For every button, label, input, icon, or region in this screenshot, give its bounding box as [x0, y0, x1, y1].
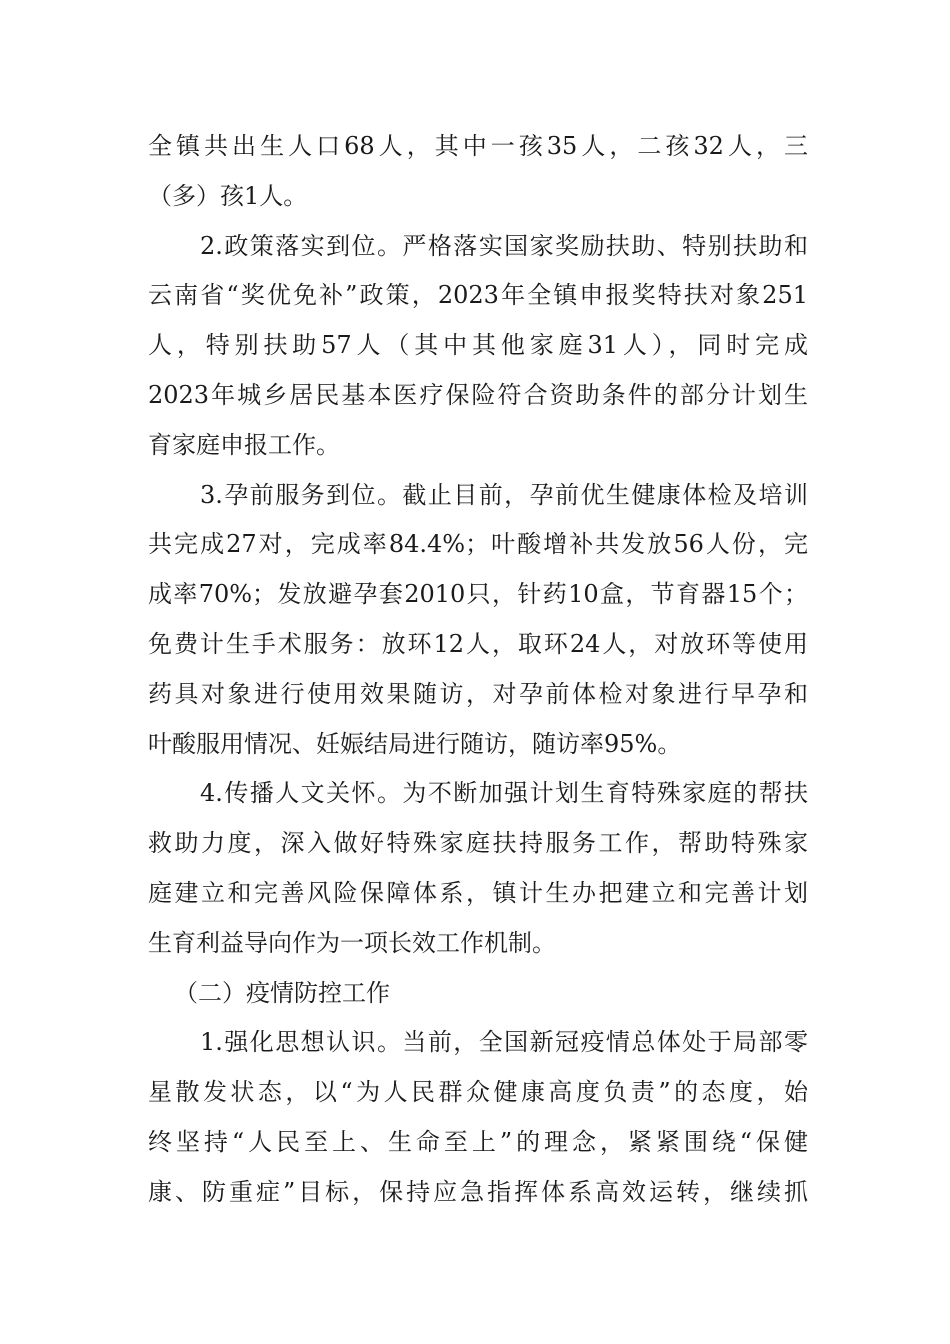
text-line: 2023年城乡居民基本医疗保险符合资助条件的部分计划生: [148, 380, 808, 409]
text-line: 免费计生手术服务：放环12人，取环24人，对放环等使用: [148, 629, 808, 658]
document-body: [148, 122, 808, 1218]
text-line: 云南省“奖优免补”政策，2023年全镇申报奖特扶对象251: [148, 281, 808, 310]
text-line: 生育利益导向作为一项长效工作机制。: [148, 928, 556, 957]
text-line: 育家庭申报工作。: [148, 430, 340, 459]
text-line: 叶酸服用情况、妊娠结局进行随访，随访率95%。: [148, 729, 682, 758]
text-line: （多）孩1人。: [148, 181, 308, 210]
text-line: 星散发状态，以“为人民群众健康高度负责”的态度，始: [148, 1078, 808, 1107]
text-line: 救助力度，深入做好特殊家庭扶持服务工作，帮助特殊家: [148, 829, 808, 858]
text-line: 人，特别扶助57人（其中其他家庭31人），同时完成: [148, 331, 808, 360]
text-line: 4.传播人文关怀。为不断加强计划生育特殊家庭的帮扶: [200, 779, 808, 808]
text-line: 全镇共出生人口68人，其中一孩35人，二孩32人，三: [148, 132, 808, 160]
text-line: 共完成27对，完成率84.4%；叶酸增补共发放56人份，完: [148, 530, 808, 559]
text-line: 康、防重症”目标，保持应急指挥体系高效运转，继续抓: [148, 1177, 808, 1206]
text-line: 成率70%；发放避孕套2010只，针药10盒，节育器15个；: [148, 580, 808, 609]
text-line: 1.强化思想认识。当前，全国新冠疫情总体处于局部零: [200, 1028, 808, 1057]
text-line: 庭建立和完善风险保障体系，镇计生办把建立和完善计划: [148, 878, 808, 907]
text-line: 2.政策落实到位。严格落实国家奖励扶助、特别扶助和: [200, 231, 808, 260]
text-line: 终坚持“人民至上、生命至上”的理念，紧紧围绕“保健: [148, 1127, 808, 1156]
text-line: 3.孕前服务到位。截止目前，孕前优生健康体检及培训: [200, 480, 808, 509]
text-line: （二）疫情防控工作: [174, 978, 390, 1007]
text-line: 药具对象进行使用效果随访，对孕前体检对象进行早孕和: [148, 679, 808, 708]
